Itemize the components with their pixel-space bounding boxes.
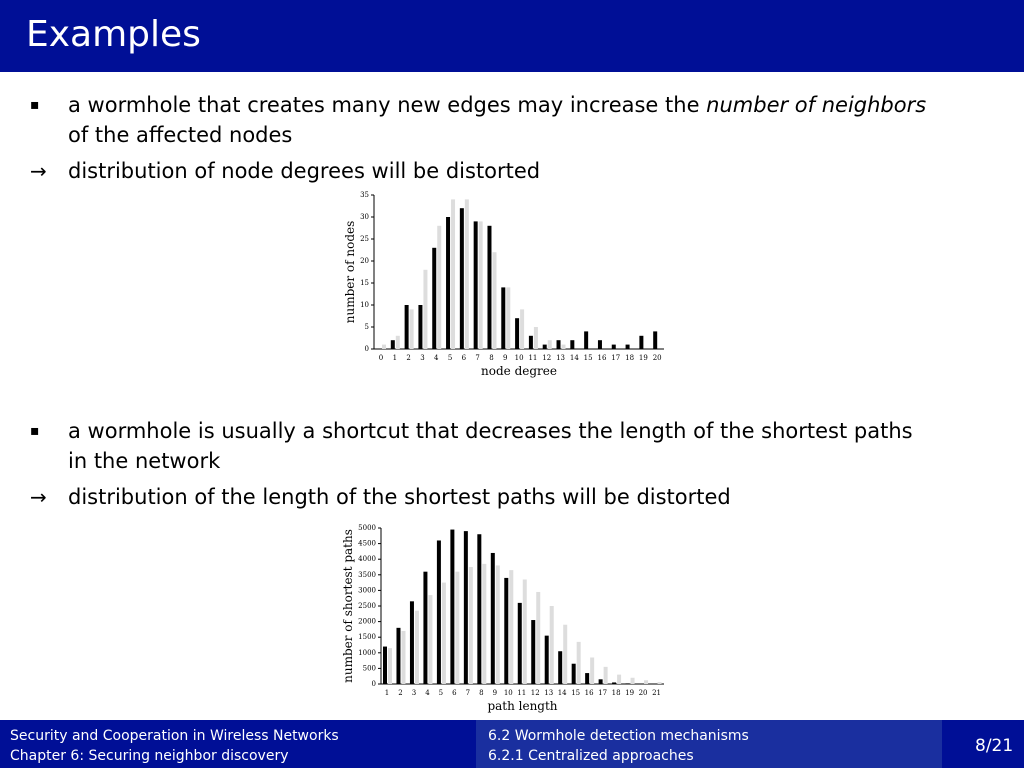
x-tick-label: 18	[611, 689, 621, 697]
x-axis-title: path length	[487, 699, 558, 713]
footer-chapter-title: Chapter 6: Securing neighbor discovery	[10, 748, 289, 764]
bar	[612, 682, 616, 684]
bar	[446, 217, 450, 349]
x-tick-label: 13	[544, 689, 554, 697]
bar	[388, 648, 392, 684]
y-tick-label: 4500	[358, 539, 376, 548]
bar	[520, 309, 524, 349]
bar	[515, 318, 519, 349]
bar	[487, 226, 491, 349]
slide-title: Examples	[26, 14, 201, 55]
y-tick-label: 25	[360, 235, 369, 243]
bar	[626, 345, 630, 349]
page-number: 8/21	[975, 736, 1014, 756]
x-tick-label: 16	[584, 689, 594, 697]
bullet-1-line-2: of the affected nodes	[68, 123, 293, 147]
x-tick-label: 5	[438, 689, 444, 697]
bar	[599, 679, 603, 684]
bar	[391, 340, 395, 349]
bar	[410, 309, 414, 349]
bar	[563, 625, 567, 684]
bar	[612, 345, 616, 349]
x-tick-label: 9	[503, 354, 508, 362]
y-tick-label: 1000	[358, 648, 376, 657]
x-tick-label: 2	[398, 689, 403, 697]
x-tick-label: 12	[530, 689, 540, 697]
x-tick-label: 10	[514, 354, 524, 362]
y-tick-label: 5	[364, 323, 369, 331]
y-tick-label: 1500	[358, 633, 376, 642]
bar	[383, 647, 387, 684]
bar	[415, 611, 419, 684]
footer-section-title: 6.2 Wormhole detection mechanisms	[488, 728, 749, 744]
bar	[451, 199, 455, 349]
bar	[432, 248, 436, 349]
bar	[491, 553, 495, 684]
y-tick-label: 0	[364, 345, 369, 353]
bar	[631, 678, 635, 684]
y-axis-title: number of nodes	[343, 220, 357, 324]
x-tick-label: 14	[569, 354, 579, 362]
bullet-2-line-1: a wormhole is usually a shortcut that decreases the length of the shortest paths	[68, 419, 913, 443]
y-tick-label: 2500	[358, 602, 376, 610]
bar	[545, 636, 549, 684]
y-tick-label: 15	[360, 279, 369, 287]
bar	[460, 208, 464, 349]
bar	[405, 305, 409, 349]
bar	[382, 345, 386, 349]
x-tick-label: 2	[406, 354, 411, 362]
bar	[531, 620, 535, 684]
title-bar	[0, 0, 1024, 72]
y-tick-label: 35	[360, 191, 369, 199]
bar	[518, 603, 522, 684]
x-tick-label: 14	[557, 689, 567, 697]
bar	[644, 680, 648, 684]
bar	[598, 340, 602, 349]
bar	[509, 570, 513, 684]
bar	[401, 631, 405, 684]
y-tick-label: 30	[360, 213, 369, 221]
arrow-icon: →	[30, 159, 47, 183]
x-tick-label: 7	[465, 689, 471, 697]
bar	[437, 226, 441, 349]
bar	[442, 583, 446, 684]
bar	[617, 675, 621, 684]
x-tick-label: 1	[392, 354, 398, 362]
y-tick-label: 5000	[358, 524, 376, 532]
x-tick-label: 5	[447, 354, 453, 362]
bar	[464, 531, 468, 684]
bar	[428, 595, 432, 684]
x-tick-label: 15	[583, 354, 593, 362]
bar	[410, 601, 414, 684]
x-tick-label: 19	[638, 354, 648, 362]
y-tick-label: 10	[360, 301, 369, 309]
x-tick-label: 1	[384, 689, 390, 697]
bullet-marker: ▪	[30, 97, 40, 113]
bar	[558, 651, 562, 684]
bar	[584, 331, 588, 349]
bar	[423, 270, 427, 349]
x-tick-label: 19	[625, 689, 635, 697]
bar	[626, 683, 630, 684]
bar	[482, 564, 486, 684]
bar	[450, 530, 454, 684]
x-tick-label: 11	[517, 689, 527, 697]
bar	[653, 331, 657, 349]
x-tick-label: 9	[492, 689, 498, 697]
bar	[506, 287, 510, 349]
x-axis-title: node degree	[481, 364, 557, 378]
bar	[469, 567, 473, 684]
bullet-2-line-2: in the network	[68, 449, 221, 473]
bar	[418, 305, 422, 349]
y-tick-label: 20	[360, 257, 369, 265]
bullet-1-emphasis: number of neighbors	[706, 93, 927, 117]
bar	[562, 345, 566, 349]
node-degree-chart	[330, 188, 670, 384]
x-tick-label: 15	[571, 689, 581, 697]
bar	[465, 199, 469, 349]
bar	[572, 664, 576, 684]
bar	[536, 592, 540, 684]
x-tick-label: 18	[625, 354, 635, 362]
x-tick-label: 6	[452, 689, 457, 697]
bar	[548, 340, 552, 349]
bar	[639, 336, 643, 349]
footer-bar	[0, 720, 1024, 768]
bar	[529, 336, 533, 349]
arrow-1-text: distribution of node degrees will be distorted	[68, 159, 541, 183]
y-tick-label: 500	[362, 664, 376, 673]
y-tick-label: 3500	[358, 570, 376, 579]
y-tick-label: 2000	[358, 617, 376, 626]
x-tick-label: 17	[611, 354, 621, 362]
bar	[523, 579, 527, 684]
bar	[577, 642, 581, 684]
bar	[590, 657, 594, 684]
x-tick-label: 20	[638, 689, 648, 697]
footer-subsection-title: 6.2.1 Centralized approaches	[488, 748, 694, 764]
bullet-1-line-1	[68, 90, 926, 120]
y-tick-label: 3000	[358, 586, 376, 595]
footer-course-title: Security and Cooperation in Wireless Networks	[10, 728, 339, 744]
x-tick-label: 3	[420, 354, 425, 362]
x-tick-label: 8	[489, 354, 494, 362]
bar	[550, 606, 554, 684]
bar	[474, 221, 478, 349]
bullet-marker: ▪	[30, 423, 40, 439]
x-tick-label: 4	[434, 354, 439, 362]
x-tick-label: 6	[461, 354, 467, 362]
x-tick-label: 21	[652, 689, 661, 697]
bullet-1-text: a wormhole that creates many new edges may increase the	[68, 93, 707, 117]
bar	[437, 540, 441, 684]
path-length-chart	[330, 520, 675, 716]
x-tick-label: 17	[598, 689, 608, 697]
x-tick-label: 20	[652, 354, 662, 362]
bar	[477, 534, 481, 684]
bar	[570, 340, 574, 349]
bar	[396, 628, 400, 684]
bar	[534, 327, 538, 349]
x-tick-label: 4	[425, 689, 430, 697]
y-tick-label: 4000	[358, 555, 376, 564]
bar	[396, 336, 400, 349]
x-tick-label: 13	[556, 354, 565, 362]
y-axis-title: number of shortest paths	[341, 529, 355, 683]
x-tick-label: 12	[542, 354, 552, 362]
bar	[604, 667, 608, 684]
x-tick-label: 11	[528, 354, 538, 362]
x-tick-label: 7	[475, 354, 480, 362]
x-tick-label: 10	[503, 689, 513, 697]
bar	[492, 252, 496, 349]
bar	[423, 572, 427, 684]
bar	[496, 565, 500, 684]
y-tick-label: 0	[371, 680, 376, 688]
x-tick-label: 0	[378, 354, 384, 362]
x-tick-label: 16	[597, 354, 607, 362]
bar	[543, 345, 547, 349]
x-tick-label: 3	[411, 689, 417, 697]
bar	[658, 682, 662, 684]
arrow-icon: →	[30, 485, 47, 509]
bar	[504, 578, 508, 684]
bar	[455, 572, 459, 684]
bar	[585, 673, 589, 684]
arrow-2-text: distribution of the length of the shortest paths will be distorted	[68, 485, 731, 509]
bar	[557, 340, 561, 349]
bar	[479, 221, 483, 349]
x-tick-label: 8	[479, 689, 484, 697]
bar	[501, 287, 505, 349]
